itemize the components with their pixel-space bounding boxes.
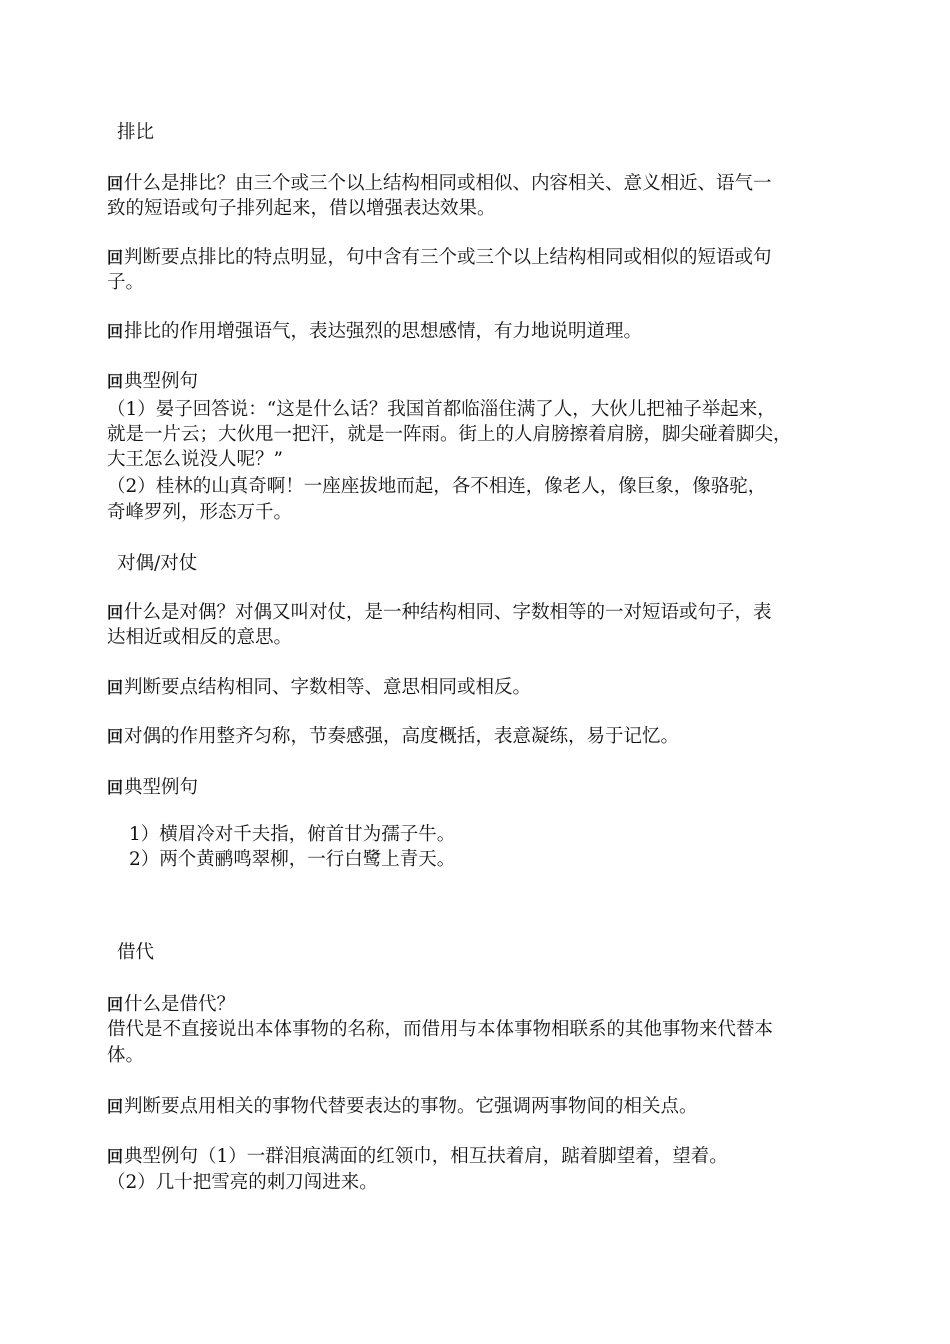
section-heading-paibi: 排比 bbox=[117, 122, 155, 143]
bullet-icon: 回 bbox=[107, 603, 124, 622]
bullet-icon: 回 bbox=[107, 1097, 124, 1116]
example-line: 就是一片云；大伙甩一把汗，就是一阵雨。街上的人肩膀擦着肩膀，脚尖碰着脚尖， bbox=[107, 424, 792, 445]
examples-title: 回典型例句（1）一群泪痕满面的红领巾，相互扶着肩，踮着脚望着，望着。 bbox=[107, 1146, 728, 1167]
paragraph-what-is-cont: 致的短语或句子排列起来，借以增强表达效果。 bbox=[107, 198, 496, 219]
example-line: （2）桂林的山真奇啊！一座座拔地而起，各不相连，像老人，像巨象，像骆驼， bbox=[107, 476, 767, 497]
paragraph-judge-cont: 子。 bbox=[107, 272, 145, 293]
bullet-icon: 回 bbox=[107, 372, 124, 391]
bullet-icon: 回 bbox=[107, 678, 124, 697]
example-line: 大王怎么说没人呢？” bbox=[107, 449, 283, 470]
example-line: 奇峰罗列，形态万千。 bbox=[107, 502, 293, 523]
paragraph-what-is-title: 回什么是借代？ bbox=[107, 994, 236, 1015]
paragraph-what-is: 借代是不直接说出本体事物的名称，而借用与本体事物相联系的其他事物来代替本 bbox=[107, 1019, 774, 1040]
bullet-icon: 回 bbox=[107, 1147, 124, 1166]
section-heading-duiou: 对偶/对仗 bbox=[117, 553, 198, 574]
paragraph-judge: 回判断要点排比的特点明显，句中含有三个或三个以上结构相同或相似的短语或句 bbox=[107, 247, 772, 268]
examples-title: 回典型例句 bbox=[107, 777, 199, 798]
example-line: 1）横眉冷对千夫指，俯首甘为孺子牛。 bbox=[129, 824, 456, 845]
bullet-icon: 回 bbox=[107, 174, 124, 193]
bullet-icon: 回 bbox=[107, 778, 124, 797]
example-line: （2）几十把雪亮的刺刀闯进来。 bbox=[107, 1172, 378, 1193]
bullet-icon: 回 bbox=[107, 727, 124, 746]
example-line: （1）晏子回答说：“这是什么话？我国首都临淄住满了人，大伙儿把袖子举起来， bbox=[107, 399, 776, 420]
bullet-icon: 回 bbox=[107, 995, 124, 1014]
examples-title: 回典型例句 bbox=[107, 371, 199, 392]
bullet-icon: 回 bbox=[107, 248, 124, 267]
paragraph-effect: 回排比的作用增强语气，表达强烈的思想感情，有力地说明道理。 bbox=[107, 321, 643, 342]
paragraph-judge: 回判断要点用相关的事物代替要表达的事物。它强调两事物间的相关点。 bbox=[107, 1096, 698, 1117]
paragraph-what-is: 回什么是排比？由三个或三个以上结构相同或相似、内容相关、意义相近、语气一 bbox=[107, 173, 772, 194]
section-heading-jiedai: 借代 bbox=[117, 942, 155, 963]
paragraph-what-is: 回什么是对偶？对偶又叫对仗，是一种结构相同、字数相等的一对短语或句子，表 bbox=[107, 602, 772, 623]
paragraph-judge: 回判断要点结构相同、字数相等、意思相同或相反。 bbox=[107, 677, 532, 698]
paragraph-what-is-cont: 达相近或相反的意思。 bbox=[107, 627, 293, 648]
paragraph-effect: 回对偶的作用整齐匀称，节奏感强，高度概括，表意凝练，易于记忆。 bbox=[107, 726, 680, 747]
example-line: 2）两个黄鹂鸣翠柳，一行白鹭上青天。 bbox=[129, 849, 456, 870]
bullet-icon: 回 bbox=[107, 322, 124, 341]
paragraph-what-is-cont: 体。 bbox=[107, 1045, 145, 1066]
